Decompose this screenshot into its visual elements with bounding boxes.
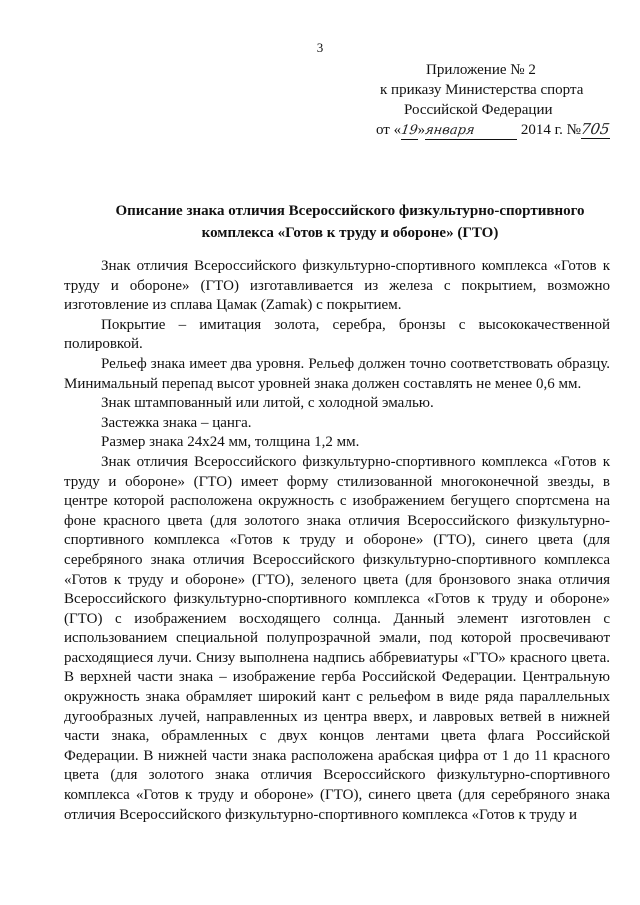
- date-year: 2014 г. №: [520, 122, 581, 138]
- appendix-header: [374, 60, 614, 140]
- order-number-field: [581, 121, 610, 139]
- paragraph-size: Размер знака 24х24 мм, толщина 1,2 мм.: [101, 434, 360, 451]
- paragraph-material: Знак отличия Всероссийского физкультурно-спортивного комплекса «Готов к труду и обороне» (ГТО) изготавливается из железа с покрытием, возможно изготовление из сплава Цамак (Zamak) с покрытием.: [64, 258, 610, 314]
- date-day-handwritten: 19: [400, 123, 419, 138]
- paragraph-coating: Покрытие – имитация золота, серебра, бронзы с высококачественной полировкой.: [64, 316, 610, 353]
- date-month-field: [425, 122, 517, 140]
- appendix-date-line: [374, 120, 614, 140]
- paragraph-clasp: Застежка знака – цанга.: [101, 414, 252, 431]
- date-prefix: от «: [376, 122, 402, 138]
- appendix-line-3: Российской Федерации: [404, 102, 553, 118]
- document-body: [64, 257, 610, 825]
- paragraph-description: Знак отличия Всероссийского физкультурно-спортивного комплекса «Готов к труду и обороне» (ГТО) имеет форму стилизованной многоконечной звезды, в центре которой расположена окружность с изображением бегущего спортсмена на фоне красного цвета (для золотого знака отличия Всероссийского физкультурно-спортивного комплекса «Готов к труду и обороне» (ГТО), синего цвета (для серебряного знака отличия Всероссийского физкультурно-спортивного комплекса «Готов к труду и обороне» (ГТО), зеленого цвета (для бронзового знака отличия Всероссийского физкультурно-спортивного комплекса «Готов к труду и обороне» (ГТО) с изображением восходящего солнца. Данный элемент изготовлен с использованием специальной полупрозрачной эмали, под которой просвечивают расходящиеся лучи. Снизу выполнена надпись аббревиатуры «ГТО» красного цвета. В верхней части знака – изображение герба Российской Федерации. Центральную окружность знака обрамляет широкий кант с рельефом в виде ряда параллельных дугообразных лучей, направленных из центра вверх, и лавровых ветвей в нижней части знака, обрамленных с двух концов лентами цвета флага Российской Федерации. В нижней части знака расположена арабская цифра от 1 до 11 красного цвета (для золотого знака отличия Всероссийского физкультурно-спортивного комплекса «Готов к труду и обороне» (ГТО), синего цвета (для серебряного знака отличия Всероссийского физкультурно-спортивного комплекса «Готов к труду и: [64, 453, 610, 823]
- title-line-2: комплекса «Готов к труду и обороне» (ГТО): [201, 225, 499, 241]
- appendix-line-2: к приказу Министерства спорта: [380, 82, 584, 98]
- paragraph-enamel: Знак штампованный или литой, с холодной эмалью.: [101, 395, 434, 412]
- date-day-field: [401, 122, 418, 140]
- title-line-1: Описание знака отличия Всероссийского физкультурно-спортивного: [115, 203, 585, 219]
- order-number-handwritten: 705: [579, 120, 611, 138]
- paragraph-relief: Рельеф знака имеет два уровня. Рельеф должен точно соответствовать образцу. Минимальный перепад высот уровней знака должен составлять не менее 0,6 мм.: [64, 355, 610, 392]
- date-month-handwritten: января: [424, 123, 476, 138]
- page-number: 3: [316, 40, 324, 55]
- document-title: [60, 200, 640, 244]
- date-quote-close: »: [417, 122, 426, 138]
- appendix-line-1: Приложение № 2: [426, 62, 536, 78]
